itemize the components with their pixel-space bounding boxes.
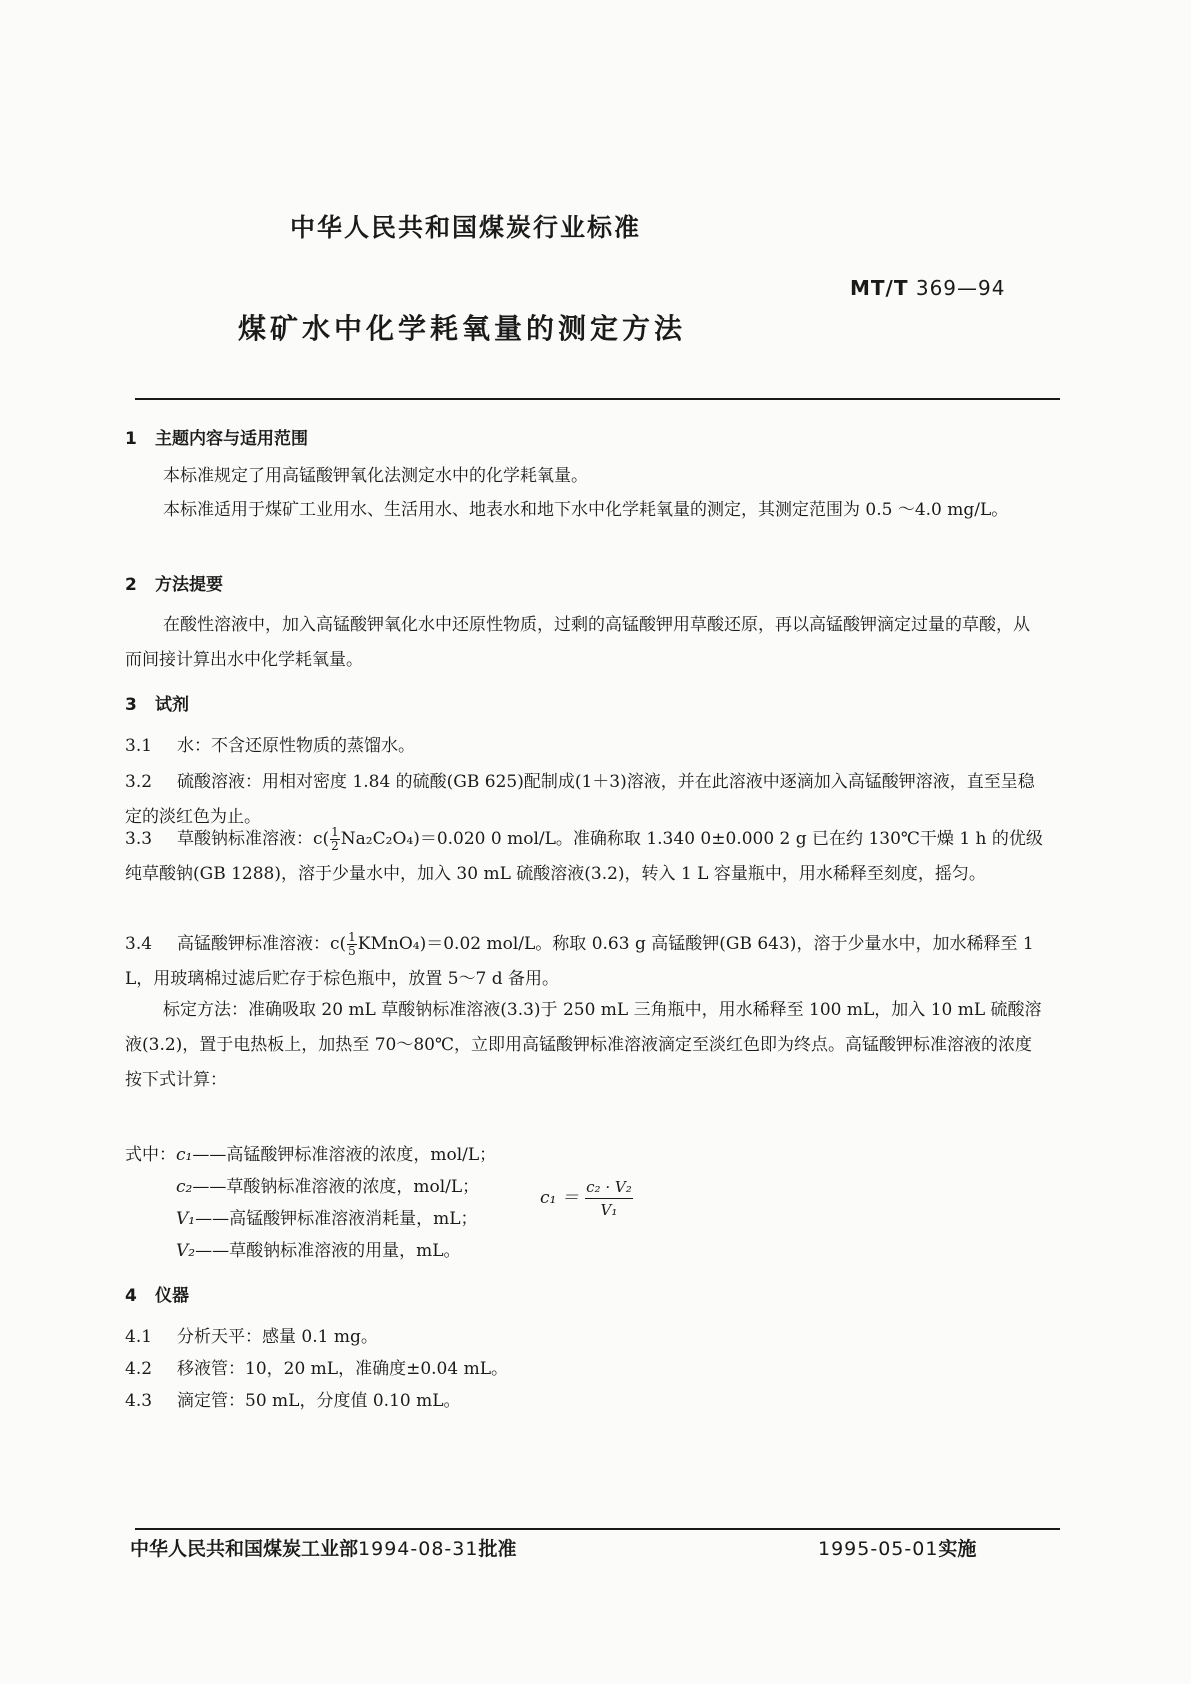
- formula-denominator: V₁: [600, 1201, 618, 1219]
- formula-fraction: [585, 1176, 633, 1221]
- approval-date: 1994-08-31: [358, 1538, 479, 1560]
- where-item: [176, 1236, 461, 1261]
- section-4-heading: [125, 1281, 189, 1306]
- concentration-formula: [540, 1176, 634, 1221]
- standard-code-number: 369—94: [915, 276, 1006, 300]
- approval-label: 批准: [478, 1538, 517, 1560]
- header-divider: [135, 398, 1060, 400]
- clause-3-4-lead: 高锰酸钾标准溶液：c(: [177, 934, 347, 954]
- section-1-number: 1: [125, 429, 137, 449]
- approver: 中华人民共和国煤炭工业部: [130, 1538, 359, 1560]
- where-symbol: V₂: [176, 1241, 196, 1261]
- clause-4-1-text: 分析天平：感量 0.1 mg。: [177, 1327, 378, 1347]
- where-symbol: c₁: [176, 1145, 193, 1165]
- where-description: ——草酸钠标准溶液的用量，mL。: [195, 1241, 461, 1261]
- clause-3-3-number: 3.3: [125, 829, 153, 849]
- document-title: 煤矿水中化学耗氧量的测定方法: [238, 312, 687, 345]
- org-title: 中华人民共和国煤炭行业标准: [290, 213, 642, 242]
- clause-4-3-text: 滴定管：50 mL，分度值 0.10 mL。: [177, 1391, 461, 1411]
- clause-3-2-number: 3.2: [125, 772, 153, 792]
- section-3-title: 试剂: [155, 695, 189, 715]
- effective-date: 1995-05-01: [818, 1538, 939, 1560]
- where-item: [176, 1172, 479, 1197]
- standard-code: [850, 276, 1005, 300]
- section-1-heading: [125, 424, 308, 449]
- section-3-heading: [125, 690, 189, 715]
- section-1-paragraph-1: 本标准规定了用高锰酸钾氧化法测定水中的化学耗氧量。: [163, 466, 588, 486]
- effective-line: [818, 1534, 976, 1561]
- clause-4-3: [125, 1386, 461, 1416]
- clause-3-4-number: 3.4: [125, 934, 153, 954]
- section-1-paragraph-2: 本标准适用于煤矿工业用水、生活用水、地表水和地下水中化学耗氧量的测定，其测定范围为 0.5 ～4.0 mg/L。: [163, 500, 1009, 520]
- where-item: [176, 1204, 478, 1229]
- clause-4-3-number: 4.3: [125, 1391, 153, 1411]
- clause-3-3-chemical: Na₂C₂O₄: [340, 829, 414, 849]
- formula-lhs: c₁ ＝: [540, 1188, 579, 1208]
- section-4-title: 仪器: [155, 1286, 189, 1306]
- clause-3-3-frac-top: 1: [331, 825, 339, 839]
- clause-3-2-text: 硫酸溶液：用相对密度 1.84 的硫酸(GB 625)配制成(1＋3)溶液，并在此溶液中逐滴加入高锰酸钾溶液，直至呈稳定的淡红色为止。: [125, 772, 1035, 827]
- formula-numerator: c₂ · V₂: [585, 1176, 633, 1199]
- clause-3-1-number: 3.1: [125, 736, 153, 756]
- clause-4-1: [125, 1322, 378, 1352]
- clause-3-1-text: 水：不含还原性物质的蒸馏水。: [177, 736, 415, 756]
- where-description: ——高锰酸钾标准溶液的浓度，mol/L；: [192, 1145, 497, 1165]
- clause-3-4-frac-top: 1: [348, 930, 356, 944]
- clause-3-3-lead: 草酸钠标准溶液：c(: [177, 829, 330, 849]
- footer-divider: [135, 1528, 1060, 1530]
- section-2-heading: [125, 570, 223, 595]
- clause-4-2-number: 4.2: [125, 1359, 153, 1379]
- clause-3-1: [125, 731, 415, 761]
- clause-4-2-text: 移液管：10，20 mL，准确度±0.04 mL。: [177, 1359, 508, 1379]
- where-description: ——高锰酸钾标准溶液消耗量，mL；: [195, 1209, 478, 1229]
- approval-line: [130, 1534, 516, 1561]
- clause-3-3: [125, 822, 1045, 892]
- clause-3-4-fraction: [347, 931, 357, 958]
- clause-3-4: [125, 927, 1045, 997]
- section-2-title: 方法提要: [155, 575, 223, 595]
- calibration-method: 标定方法：准确吸取 20 mL 草酸钠标准溶液(3.3)于 250 mL 三角瓶中，用水稀释至 100 mL，加入 10 mL 硫酸溶液(3.2)，置于电热板上，加热至 70～80℃，立即用高锰酸钾标准溶液滴定至淡红色即为终点。高锰酸钾标准溶液的浓度按下式计算：: [125, 1000, 1042, 1090]
- clause-3-4-frac-bottom: 5: [348, 944, 356, 958]
- standard-code-prefix: MT/T: [850, 276, 909, 300]
- section-3-number: 3: [125, 695, 137, 715]
- clause-3-3-fraction: [330, 826, 340, 853]
- clause-3-4-text: )＝0.02 mol/L。称取 0.63 g 高锰酸钾(GB 643)，溶于少量水中，加水稀释至 1 L，用玻璃棉过滤后贮存于棕色瓶中，放置 5～7 d 备用。: [125, 934, 1034, 989]
- where-item: [176, 1140, 496, 1165]
- clause-4-1-number: 4.1: [125, 1327, 153, 1347]
- where-label: 式中：: [125, 1145, 176, 1165]
- section-1-title: 主题内容与适用范围: [155, 429, 308, 449]
- clause-3-3-frac-bottom: 2: [331, 839, 339, 853]
- effective-label: 实施: [938, 1538, 977, 1560]
- where-description: ——草酸钠标准溶液的浓度，mol/L；: [192, 1177, 480, 1197]
- clause-4-2: [125, 1354, 508, 1384]
- where-symbol: V₁: [176, 1209, 196, 1229]
- where-symbol: c₂: [176, 1177, 193, 1197]
- section-2-paragraph-1: 在酸性溶液中，加入高锰酸钾氧化水中还原性物质，过剩的高锰酸钾用草酸还原，再以高锰酸钾滴定过量的草酸，从而间接计算出水中化学耗氧量。: [125, 615, 1030, 670]
- clause-3-3-text: )＝0.020 0 mol/L。准确称取 1.340 0±0.000 2 g 已在约 130℃干燥 1 h 的优级纯草酸钠(GB 1288)，溶于少量水中，加入 30 mL 硫酸溶液(3.2)，转入 1 L 容量瓶中，用水稀释至刻度，摇匀。: [125, 829, 1043, 884]
- section-4-number: 4: [125, 1286, 137, 1306]
- clause-3-4-chemical: KMnO₄: [357, 934, 420, 954]
- section-2-number: 2: [125, 575, 137, 595]
